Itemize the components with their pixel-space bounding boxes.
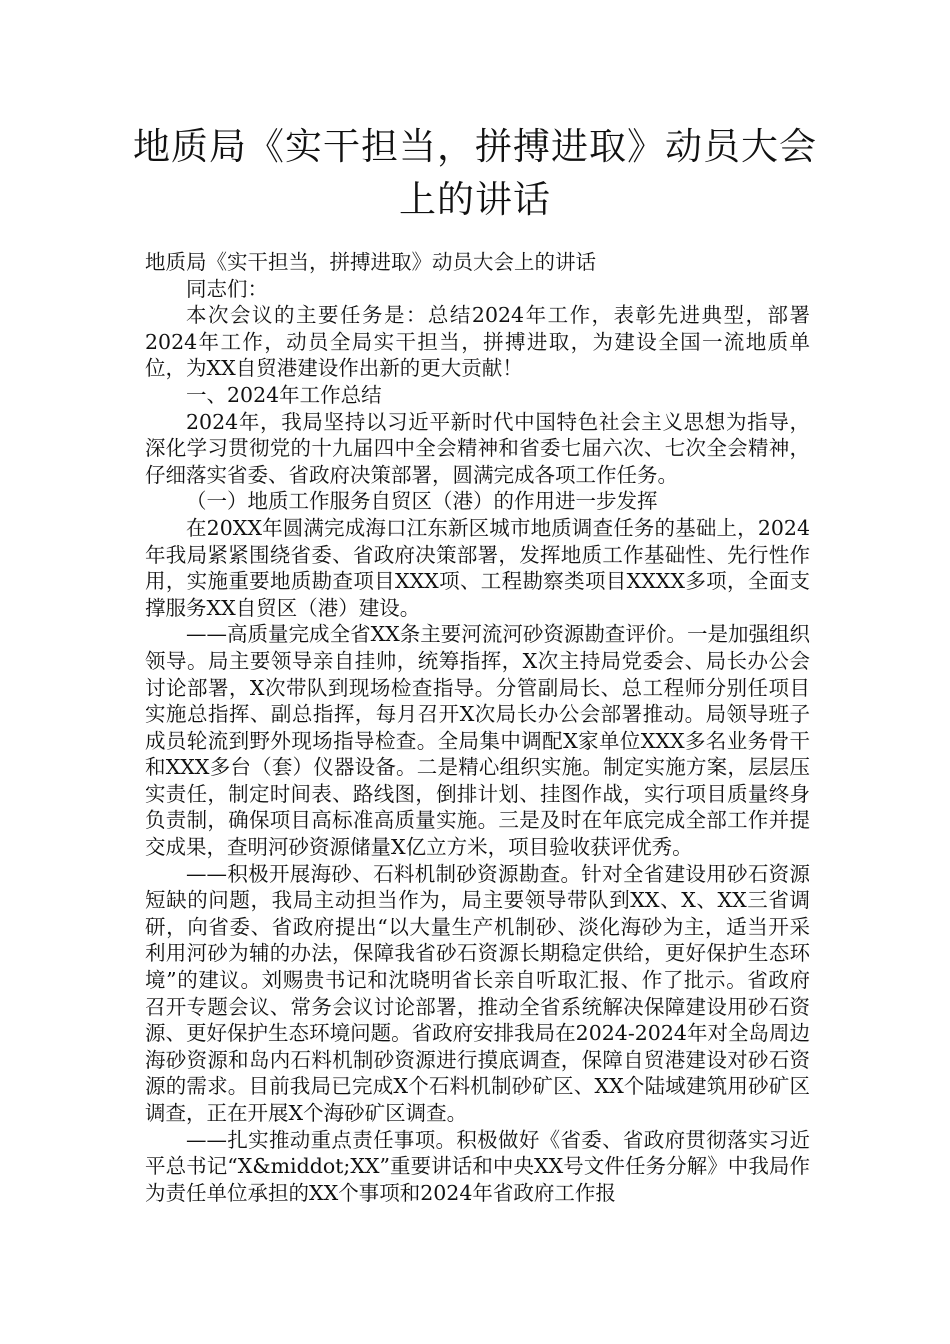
paragraph-key-tasks: ——扎实推动重点责任事项。积极做好《省委、省政府贯彻落实习近平总书记“X&middot;XX”重要讲话和中央XX号文件任务分解》中我局作为责任单位承担的XX个事项和2024年省政府工作报 bbox=[145, 1127, 810, 1205]
paragraph-sea-sand: ——积极开展海砂、石料机制砂资源勘查。针对全省建设用砂石资源短缺的问题，我局主动担当作为，局主要领导带队到XX、X、XX三省调研，向省委、省政府提出“以大量生产机制砂、淡化海砂为主，适当开采利用河砂为辅的办法，保障我省砂石资源长期稳定供给，更好保护生态环境”的建议。刘赐贵书记和沈晓明省长亲自听取汇报、作了批示。省政府召开专题会议、常务会议讨论部署，推动全省系统解决保障建设用砂石资源、更好保护生态环境问题。省政府安排我局在2024-2024年对全岛周边海砂资源和岛内石料机制砂资源进行摸底调查，保障自贸港建设对砂石资源的需求。目前我局已完成X个石料机制砂矿区、XX个陆域建筑用砂矿区调查，正在开展X个海砂矿区调查。 bbox=[145, 861, 810, 1125]
salutation: 同志们： bbox=[186, 276, 268, 301]
document-subtitle: 地质局《实干担当，拼搏进取》动员大会上的讲话 bbox=[145, 250, 596, 274]
paragraph-summary: 2024年，我局坚持以习近平新时代中国特色社会主义思想为指导，深化学习贯彻党的十九届四中全会精神和省委七届六次、七次全会精神，仔细落实省委、省政府决策部署，圆满完成各项工作任务。 bbox=[145, 409, 810, 487]
paragraph-intro: 本次会议的主要任务是：总结2024年工作，表彰先进典型，部署2024年工作，动员全局实干担当，拼搏进取，为建设全国一流地质单位，为XX自贸港建设作出新的更大贡献！ bbox=[145, 303, 810, 381]
subsection-heading-1: （一）地质工作服务自贸区（港）的作用进一步发挥 bbox=[186, 489, 658, 514]
document-title bbox=[90, 120, 860, 226]
paragraph-service: 在20XX年圆满完成海口江东新区城市地质调查任务的基础上，2024年我局紧紧围绕省委、省政府决策部署，发挥地质工作基础性、先行性作用，实施重要地质勘查项目XXX项、工程勘察类项目XXXX多项，全面支撑服务XX自贸区（港）建设。 bbox=[145, 515, 810, 620]
title-line-1: 地质局《实干担当，拼搏进取》动员大会 bbox=[133, 125, 817, 168]
document-body bbox=[145, 249, 810, 1206]
section-heading-1: 一、2024年工作总结 bbox=[186, 382, 382, 407]
title-line-2: 上的讲话 bbox=[399, 178, 551, 221]
paragraph-river-sand: ——高质量完成全省XX条主要河流河砂资源勘查评价。一是加强组织领导。局主要领导亲自挂帅，统筹指挥，X次主持局党委会、局长办公会讨论部署，X次带队到现场检查指导。分管副局长、总工程师分别任项目实施总指挥、副总指挥，每月召开X次局长办公会部署推动。局领导班子成员轮流到野外现场指导检查。全局集中调配X家单位XXX多名业务骨干和XXX多台（套）仪器设备。二是精心组织实施。制定实施方案，层层压实责任，制定时间表、路线图，倒排计划、挂图作战，实行项目质量终身负责制，确保项目高标准高质量实施。三是及时在年底完成全部工作并提交成果，查明河砂资源储量X亿立方米，项目验收获评优秀。 bbox=[145, 622, 810, 860]
